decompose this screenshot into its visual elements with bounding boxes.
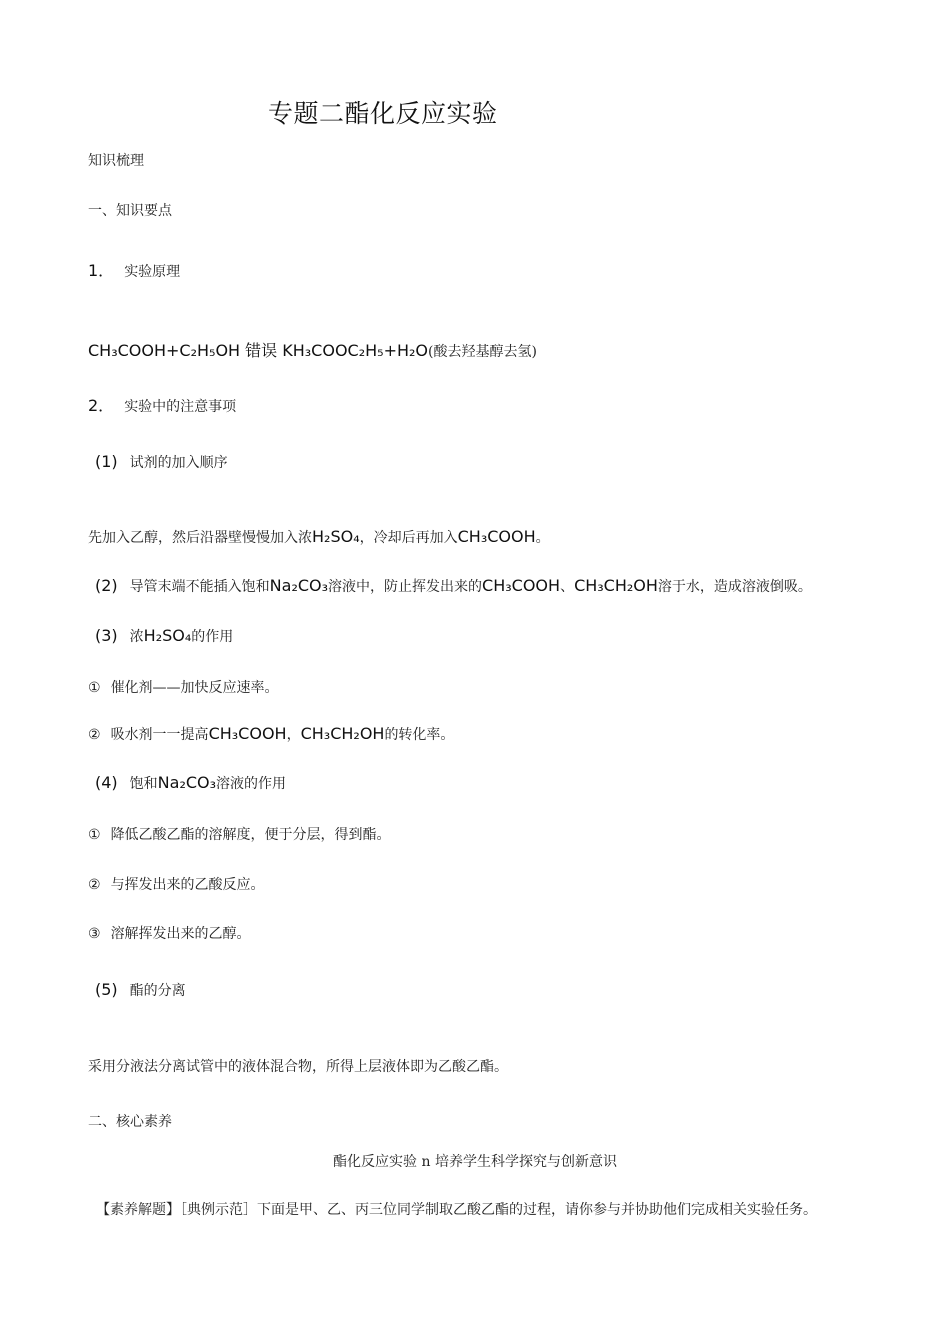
chem-formula: Na₂CO₃ (157, 773, 217, 792)
page-title: 专题二酯化反应实验 (268, 99, 498, 128)
section-core: 二、核心素养 (88, 1114, 172, 1130)
chem-formula: CH₃COOH (208, 724, 287, 743)
example-intro: 【素养解题】［典例示范］下面是甲、乙、丙三位同学制取乙酸乙酯的过程，请你参与并协助他们完成相关实验任务。 (96, 1202, 817, 1218)
text-run: 降低乙酸乙酯的溶解度，便于分层，得到酯。 (110, 827, 391, 843)
text-run: 溶于水，造成溶液倒吸。 (657, 579, 812, 595)
sub-item-5 (95, 980, 186, 1000)
core-subtitle: 酯化反应实验 n 培养学生科学探究与创新意识 (333, 1154, 617, 1170)
text-run: 导管末端不能插入饱和 (129, 579, 270, 595)
text-run: ，冷却后再加入 (359, 530, 458, 546)
chem-formula: Na₂CO₃ (269, 576, 329, 595)
sub-item-4 (95, 773, 286, 793)
equation-text: CH₃COOH+C₂H₅OH 错误 KH₃COOC₂H₅+H₂O (88, 341, 429, 360)
sub-item-1-text (88, 527, 550, 547)
text-run: 先加入乙醇，然后沿器壁慢慢加入浓 (88, 530, 312, 546)
text-run: 浓 (129, 629, 144, 645)
item-2-number: 2． (88, 396, 115, 415)
text-run: ， (286, 727, 301, 743)
chem-formula: H₂SO₄ (143, 626, 192, 645)
sub-item-3-point-1 (88, 677, 279, 697)
sub-item-2-number: (2) (95, 576, 118, 595)
text-run: 与挥发出来的乙酸反应。 (110, 877, 265, 893)
circled-number: ① (88, 827, 101, 843)
sub-item-4-point-1 (88, 824, 391, 844)
sub-item-1 (95, 452, 228, 472)
sub-item-2 (95, 576, 812, 596)
section-key-points: 一、知识要点 (88, 203, 172, 219)
chem-formula: CH₃CH₂OH (574, 576, 658, 595)
circled-number: ① (88, 680, 101, 696)
circled-number: ③ (88, 926, 101, 942)
sub-item-1-number: (1) (95, 452, 118, 471)
reaction-equation (88, 338, 537, 361)
chem-formula: CH₃COOH (482, 576, 561, 595)
chem-formula: H₂SO₄ (312, 527, 360, 546)
section-knowledge: 知识梳理 (88, 153, 144, 169)
text-run: 。 (535, 530, 550, 546)
circled-number: ② (88, 727, 101, 743)
sub-item-5-text: 采用分液法分离试管中的液体混合物，所得上层液体即为乙酸乙酯。 (88, 1059, 508, 1075)
text-run: 的转化率。 (384, 727, 455, 743)
sub-item-4-point-2 (88, 874, 265, 894)
sub-item-5-label: 酯的分离 (129, 983, 186, 999)
item-1-label: 实验原理 (124, 264, 181, 280)
sub-item-1-label: 试剂的加入顺序 (129, 455, 228, 471)
text-run: 、 (560, 579, 575, 595)
text-run: 吸水剂一一提高 (110, 727, 209, 743)
sub-item-3-number: (3) (95, 626, 118, 645)
circled-number: ② (88, 877, 101, 893)
text-run: 的作用 (191, 629, 234, 645)
text-run: 催化剂——加快反应速率。 (110, 680, 279, 696)
sub-item-5-number: (5) (95, 980, 118, 999)
chem-formula: CH₃COOH (457, 527, 536, 546)
text-run: 溶液中，防止挥发出来的 (328, 579, 483, 595)
item-1 (88, 258, 180, 281)
sub-item-4-number: (4) (95, 773, 118, 792)
sub-item-4-point-3 (88, 923, 251, 943)
item-2 (88, 393, 236, 416)
chem-formula: CH₃CH₂OH (300, 724, 385, 743)
item-1-number: 1． (88, 261, 115, 280)
sub-item-3-point-2 (88, 724, 454, 744)
text-run: 溶液的作用 (216, 776, 287, 792)
item-2-label: 实验中的注意事项 (124, 399, 237, 415)
text-run: 饱和 (129, 776, 158, 792)
text-run: 溶解挥发出来的乙醇。 (110, 926, 251, 942)
sub-item-3 (95, 626, 233, 646)
equation-note: (酸去羟基醇去氢) (428, 344, 537, 360)
